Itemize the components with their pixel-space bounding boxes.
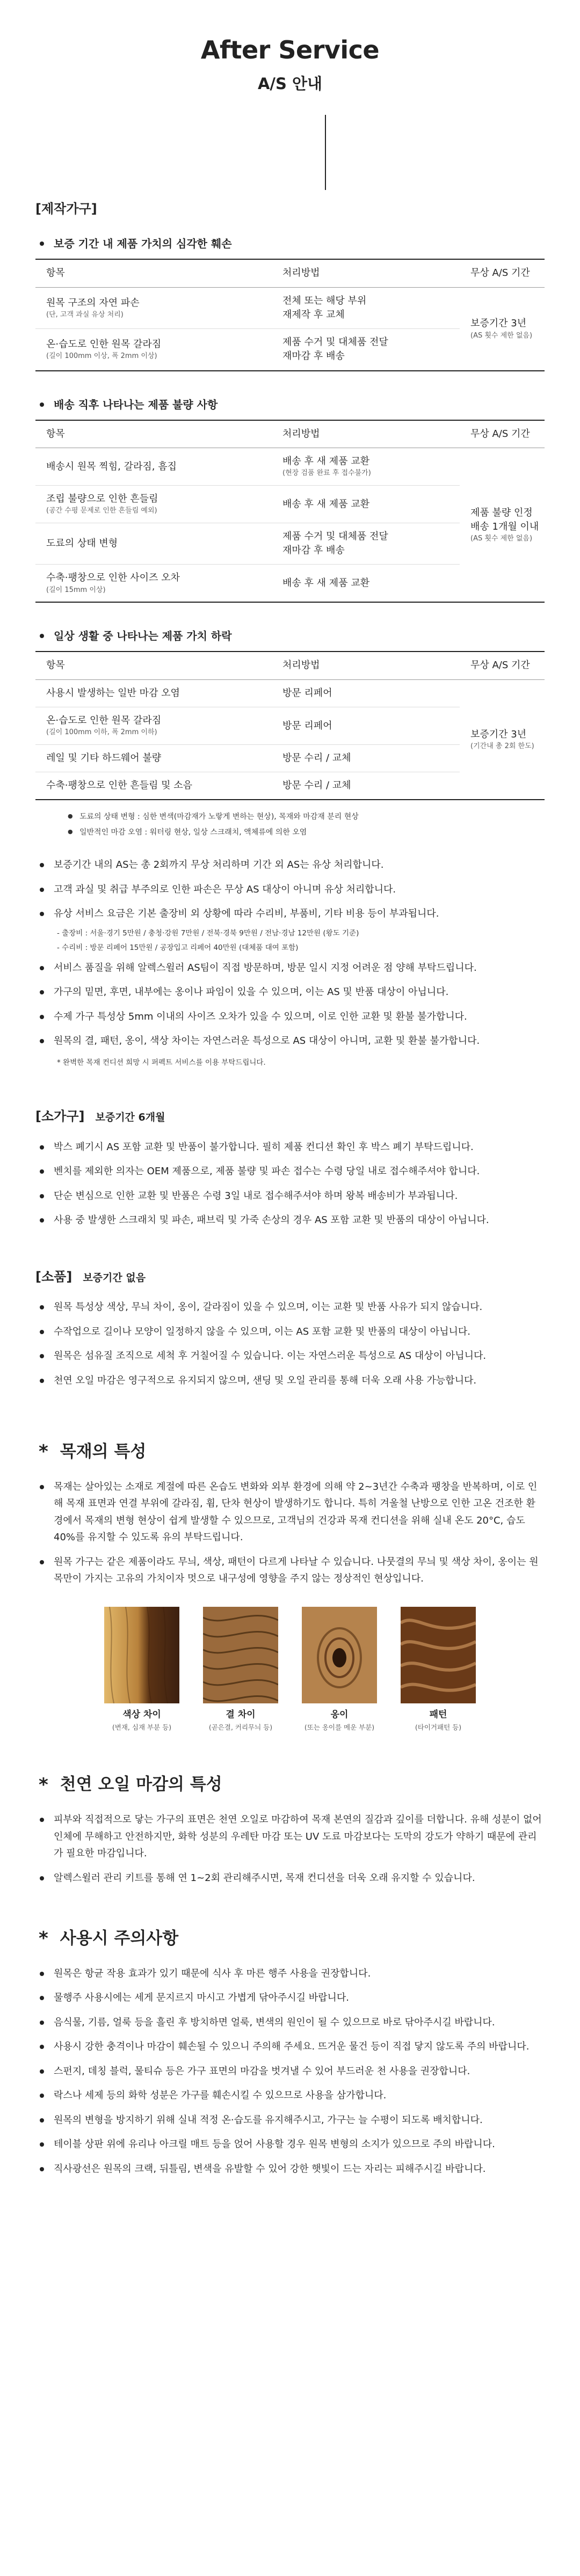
section-title: [제작가구]: [35, 201, 97, 216]
table-row: [35, 448, 545, 486]
row-method: 방문 수리 / 교체: [282, 780, 351, 792]
warranty-table-2: [35, 420, 545, 603]
wood-color-image: [104, 1607, 179, 1703]
list-item: 박스 폐기시 AS 포함 교환 및 반품이 불가합니다. 필히 제품 컨디션 확인 후 박스 폐기 부탁드립니다.: [35, 1139, 545, 1156]
col-header: 처리방법: [282, 267, 320, 279]
page-title: After Service: [200, 35, 380, 64]
col-header: 처리방법: [282, 428, 320, 440]
list-item: 음식물, 기름, 얼룩 등을 흘린 후 방치하면 얼룩, 변색의 원인이 될 수 있으므로 바로 닦아주시길 바랍니다.: [35, 2014, 545, 2031]
row-note: (길이 100mm 이상, 폭 2mm 이상): [46, 352, 157, 361]
page-subtitle: A/S 안내: [257, 75, 323, 93]
row-method: 방문 리페어: [282, 720, 332, 731]
section-title: [소가구] 보증기간 6개월: [35, 1109, 165, 1124]
consumable-section: [35, 1106, 545, 1228]
list-item: 직사광선은 원목의 크랙, 뒤틀림, 변색을 유발할 수 있어 강한 햇빛이 드는 자리는 피해주시길 바랍니다.: [35, 2161, 545, 2178]
row-method: 전체 또는 해당 부위 재제작 후 교체: [282, 295, 367, 321]
fee-item: - 출장비 : 서울·경기 5만원 / 충청·강원 7만원 / 전북·경북 9만원 / 전남·경남 12만원 (왕도 기준): [57, 928, 359, 938]
list-item: 원목 가구는 같은 제품이라도 무늬, 색상, 패턴이 다르게 나타날 수 있습니다. 나뭇결의 무늬 및 색상 차이, 옹이는 원목만이 가지는 고유의 가치이자 멋으로 내구성에 영향을 주지 않는 정상적인 현상입니다.: [35, 1554, 545, 1587]
made-bullets: [35, 857, 545, 1069]
period: 보증기간 3년: [470, 728, 527, 740]
list-item: 고객 과실 및 취급 부주의로 인한 파손은 무상 AS 대상이 아니며 유상 처리합니다.: [35, 881, 545, 898]
wood-sample: [401, 1607, 476, 1733]
row-method: 방문 리페어: [282, 687, 332, 699]
row-item: 수축·팽창으로 인한 흔들림 및 소음: [46, 780, 193, 792]
sample-note: (변재, 심재 부분 등): [112, 1723, 172, 1731]
col-header: 무상 A/S 기간: [470, 267, 530, 279]
sample-note: (곧은결, 커리무늬 등): [208, 1723, 273, 1731]
row-item: 조립 불량으로 인한 흔들림: [46, 493, 158, 505]
row-method: 배송 후 새 제품 교환: [282, 456, 369, 467]
divider-line: [325, 115, 326, 190]
note-item: ● 도료의 상태 변형 : 심한 변색(마감재가 노랗게 변하는 현상), 목재와 마감재 분리 현상: [68, 811, 545, 823]
col-header: 처리방법: [282, 660, 320, 671]
list-item: 단순 변심으로 인한 교환 및 반품은 수령 3일 내로 접수해주셔야 하며 왕복 배송비가 부과됩니다.: [35, 1188, 545, 1205]
props-bullets: [35, 1299, 545, 1389]
row-item: 도료의 상태 변형: [46, 538, 118, 550]
wood-sample: [302, 1607, 377, 1733]
col-header: 무상 A/S 기간: [470, 428, 530, 440]
table2-heading: 배송 직후 나타나는 제품 불량 사항: [35, 396, 545, 413]
sample-label: 패턴: [429, 1709, 447, 1720]
bullet-dot: [40, 241, 44, 246]
list-item: 서비스 품질을 위해 알렉스윌러 AS팀이 직접 방문하며, 방문 일시 지정 어려운 점 양해 부탁드립니다.: [35, 960, 545, 977]
list-item: 사용 중 발생한 스크래치 및 파손, 패브릭 및 가죽 손상의 경우 AS 포함 교환 및 반품의 대상이 아닙니다.: [35, 1212, 545, 1229]
list-item: 보증기간 내의 AS는 총 2회까지 무상 처리하며 기간 외 AS는 유상 처리합니다.: [35, 857, 545, 874]
sample-note: (타이거패턴 등): [415, 1723, 462, 1731]
section-title: * 천연 오일 마감의 특성: [35, 1770, 545, 1799]
row-note: (길이 100mm 이하, 폭 2mm 이하): [46, 728, 157, 737]
row-note: (길이 15mm 이상): [46, 586, 106, 594]
list-item: 수작업으로 길이나 모양이 일정하지 않을 수 있으며, 이는 AS 포함 교환 및 반품의 대상이 아닙니다.: [35, 1323, 545, 1341]
list-item: 원목 특성상 색상, 무늬 차이, 옹이, 갈라짐이 있을 수 있으며, 이는 교환 및 반품 사유가 되지 않습니다.: [35, 1299, 545, 1316]
col-header: 항목: [46, 428, 65, 440]
row-item: 원목 구조의 자연 파손: [46, 297, 140, 309]
list-item: 원목은 항균 작용 효과가 있기 때문에 식사 후 마른 행주 사용을 권장합니다.: [35, 1965, 545, 1982]
fee-item: - 수리비 : 방문 리페어 15만원 / 공장입고 리페어 40만원 (대체품 대여 포함): [57, 943, 299, 953]
oil-section: [35, 1770, 545, 1886]
bullet-dot: [40, 402, 44, 407]
col-header: 항목: [46, 660, 65, 671]
col-header: 무상 A/S 기간: [470, 660, 530, 671]
wood-knot-image: [302, 1607, 377, 1703]
list-item: 물행주 사용시에는 세게 문지르지 마시고 가볍게 닦아주시길 바랍니다.: [35, 1989, 545, 2007]
list-item: 원목의 결, 패턴, 옹이, 색상 차이는 자연스러운 특성으로 AS 대상이 아니며, 교환 및 환불 불가합니다.: [35, 1033, 545, 1050]
list-item: 스펀지, 데칭 블럭, 물티슈 등은 가구 표면의 마감을 벗겨낼 수 있어 부드러운 천 사용을 권장합니다.: [35, 2063, 545, 2080]
period-note: (AS 횟수 제한 없음): [470, 535, 533, 543]
col-header: 항목: [46, 267, 65, 279]
table-notes: [68, 811, 545, 838]
wood-sample: [104, 1607, 179, 1733]
bullet-dot: [40, 634, 44, 638]
row-item: 온·습도로 인한 원목 갈라짐: [46, 339, 162, 350]
row-method: 배송 후 새 제품 교환: [282, 577, 369, 589]
sample-note: (또는 옹이를 메운 부분): [304, 1723, 375, 1731]
row-note: (단, 고객 과실 유상 처리): [46, 310, 124, 319]
list-item: 피부와 직접적으로 닿는 가구의 표면은 천연 오일로 마감하여 목재 본연의 질감과 깊이를 더합니다. 유해 성분이 없어 인체에 무해하고 안전하지만, 화학 성분의 우레탄 마감 또는 UV 도료 마감보다는 도막의 강도가 약하기 때문에 관리가 필요한 마감입니다.: [35, 1811, 545, 1862]
table-row: [35, 288, 545, 329]
asterisk-icon: *: [39, 1928, 48, 1950]
period: 보증기간 3년: [470, 318, 527, 330]
list-item: 목재는 살아있는 소재로 계절에 따른 온습도 변화와 외부 환경에 의해 약 2~3년간 수축과 팽창을 반복하며, 이로 인해 목재 표면과 연결 부위에 갈라짐, 휨, 단차 현상이 발생하기도 합니다. 특히 겨울철 난방으로 인한 고온 건조한 환경에서 목재의 변형 현상이 쉽게 발생할 수 있으므로, 고객님의 건강과 목재 컨디션을 위해 실내 온도 20°C, 습도 40%를 유지할 수 있도록 유의 부탁드립니다.: [35, 1479, 545, 1546]
row-item: 수축·팽창으로 인한 사이즈 오차: [46, 572, 180, 584]
oil-bullets: [35, 1811, 545, 1886]
wood-section: [35, 1437, 545, 1733]
consumable-bullets: [35, 1139, 545, 1229]
warranty-table-1: [35, 259, 545, 371]
wood-grain-image: [203, 1607, 278, 1703]
section-title: * 목재의 특성: [35, 1437, 545, 1466]
table1-heading: 보증 기간 내 제품 가치의 심각한 훼손: [35, 235, 545, 252]
table3-heading: 일상 생활 중 나타나는 제품 가치 하락: [35, 627, 545, 645]
sample-label: 결 차이: [226, 1709, 256, 1720]
list-item: 천연 오일 마감은 영구적으로 유지되지 않으며, 샌딩 및 오일 관리를 통해 더욱 오래 사용 가능합니다.: [35, 1372, 545, 1389]
sample-label: 색상 차이: [122, 1709, 161, 1720]
wood-sample: [203, 1607, 278, 1733]
asterisk-icon: *: [39, 1774, 48, 1796]
sample-label: 옹이: [330, 1709, 349, 1720]
row-method-note: (현장 검품 완료 후 접수불가): [282, 469, 371, 478]
wood-bullets: [35, 1479, 545, 1587]
list-item: 가구의 밑면, 후면, 내부에는 옹이나 파임이 있을 수 있으며, 이는 AS 및 반품 대상이 아닙니다.: [35, 984, 545, 1001]
list-item: 유상 서비스 요금은 기본 출장비 외 상황에 따라 수리비, 부품비, 기타 비용 등이 부과됩니다.: [35, 905, 545, 923]
wood-samples: [35, 1607, 545, 1733]
note-item: ● 일반적인 마감 오염 : 워터링 현상, 일상 스크래치, 액체류에 의한 오염: [68, 826, 545, 838]
row-item: 레일 및 기타 하드웨어 불량: [46, 752, 162, 764]
caution-section: [35, 1924, 545, 2177]
page-header: [35, 0, 545, 199]
list-item: 수제 가구 특성상 5mm 이내의 사이즈 오차가 있을 수 있으며, 이로 인한 교환 및 환불 불가합니다.: [35, 1008, 545, 1026]
list-item: 벤치를 제외한 의자는 OEM 제품으로, 제품 불량 및 파손 접수는 수령 당일 내로 접수해주셔야 합니다.: [35, 1163, 545, 1180]
row-item: 사용시 발생하는 일반 마감 오염: [46, 687, 180, 699]
list-item: 알렉스윌러 관리 키트를 통해 연 1~2회 관리해주시면, 목재 컨디션을 더욱 오래 유지할 수 있습니다.: [35, 1870, 545, 1887]
warranty-table-3: [35, 651, 545, 800]
wood-pattern-image: [401, 1607, 476, 1703]
row-method: 방문 수리 / 교체: [282, 752, 351, 764]
list-item: 테이블 상판 위에 유리나 아크릴 매트 등을 얹어 사용할 경우 원목 변형의 소지가 있으므로 주의 바랍니다.: [35, 2136, 545, 2153]
row-method: 제품 수거 및 대체품 전달 재마감 후 배송: [282, 336, 388, 362]
section-title: [소품] 보증기간 없음: [35, 1269, 146, 1284]
period-note: (AS 횟수 제한 없음): [470, 331, 533, 340]
row-note: (공간 수평 문제로 인한 흔들림 예외): [46, 507, 157, 515]
row-method: 제품 수거 및 대체품 전달 재마감 후 배송: [282, 531, 388, 557]
props-section: [35, 1267, 545, 1389]
list-item: 원목은 섬유질 조직으로 세척 후 거칠어질 수 있습니다. 이는 자연스러운 특성으로 AS 대상이 아닙니다.: [35, 1348, 545, 1365]
list-item: 원목의 변형을 방지하기 위해 실내 적정 온·습도를 유지해주시고, 가구는 늘 수평이 되도록 배치합니다.: [35, 2112, 545, 2129]
list-item: 사용시 강한 충격이나 마감이 훼손될 수 있으니 주의해 주세요. 뜨거운 물건 등이 직접 닿지 않도록 주의 바랍니다.: [35, 2038, 545, 2055]
caution-bullets: [35, 1965, 545, 2178]
row-method: 배송 후 새 제품 교환: [282, 498, 369, 510]
table-row: [35, 680, 545, 707]
period-note: (기간내 총 2회 한도): [470, 742, 534, 750]
period: 제품 불량 인정 배송 1개월 이내: [470, 507, 539, 532]
row-item: 배송시 원목 찍힘, 갈라짐, 흠집: [46, 460, 177, 472]
row-item: 온·습도로 인한 원목 갈라짐: [46, 715, 162, 727]
footnote: * 완벽한 목재 컨디션 희망 시 퍼펙트 서비스를 이용 부탁드립니다.: [57, 1058, 266, 1067]
made-furniture-section: [35, 199, 545, 1069]
list-item: 락스나 세제 등의 화학 성분은 가구를 훼손시킬 수 있으므로 사용을 삼가합니다.: [35, 2087, 545, 2104]
section-title: * 사용시 주의사항: [35, 1924, 545, 1953]
asterisk-icon: *: [39, 1441, 48, 1463]
